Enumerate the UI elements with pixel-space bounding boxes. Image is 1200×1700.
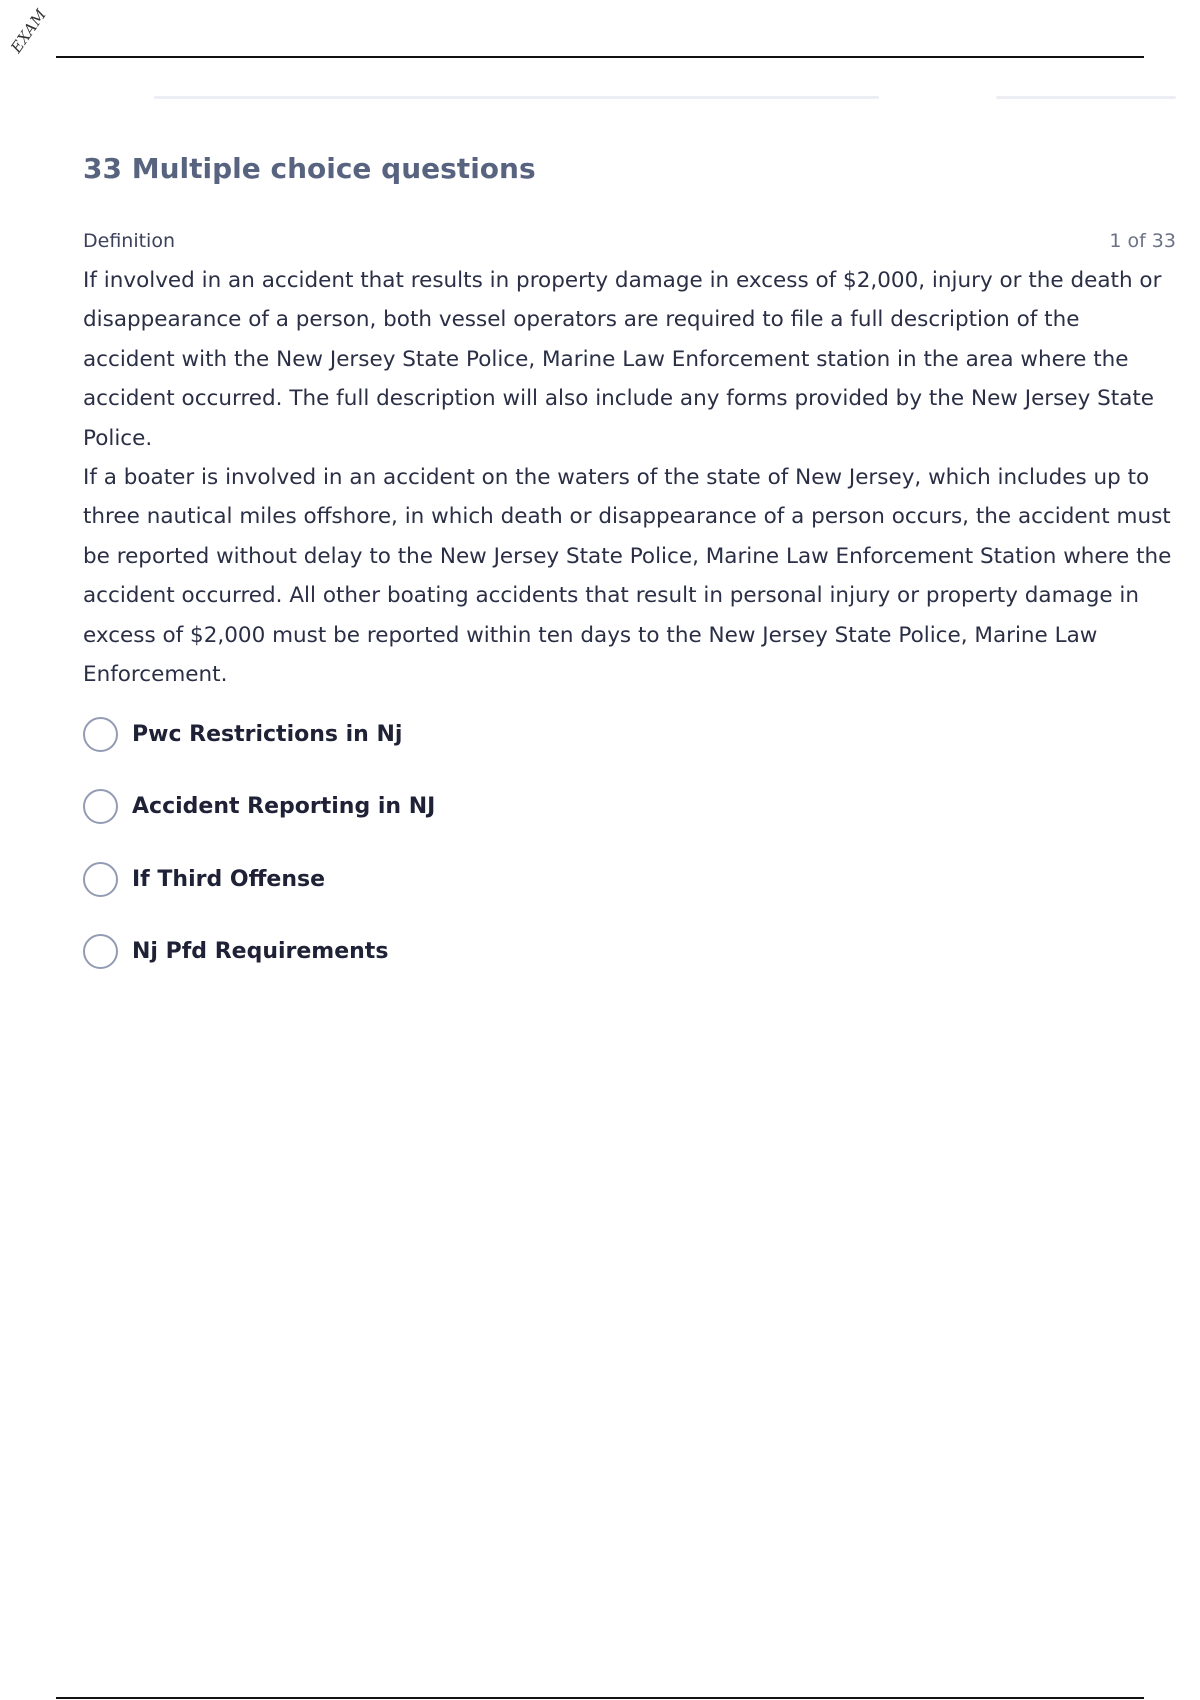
answer-option-pfd-requirements[interactable] <box>83 934 1083 970</box>
term-type-label: Definition <box>83 230 176 252</box>
quiz-heading: 33 Multiple choice questions <box>83 152 536 185</box>
exam-watermark: EXAM <box>7 5 51 57</box>
definition-text <box>83 261 1173 694</box>
header-divider <box>56 56 1144 58</box>
answer-option-label: If Third Offense <box>132 866 326 892</box>
answer-option-third-offense[interactable] <box>83 861 1083 897</box>
footer-divider <box>56 1697 1144 1699</box>
question-counter: 1 of 33 <box>1109 230 1176 252</box>
radio-circle-icon[interactable] <box>83 862 118 897</box>
answer-options <box>83 716 1083 1006</box>
answer-option-label: Nj Pfd Requirements <box>132 939 389 964</box>
answer-option-label: Pwc Restrictions in Nj <box>132 721 403 747</box>
progress-track-secondary <box>996 96 1176 99</box>
answer-option-pwc-restrictions[interactable] <box>83 716 1083 752</box>
answer-option-accident-reporting[interactable] <box>83 789 1083 825</box>
definition-paragraph: If involved in an accident that results in property damage in excess of $2,000, injury or the death or disappearance of a person, both vessel operators are required to file a full description of the accident with the New Jersey State Police, Marine Law Enforcement station in the area where the accident occurred. The full description will also include any forms provided by the New Jersey State Police. <box>83 268 1162 451</box>
answer-option-label: Accident Reporting in NJ <box>132 794 436 819</box>
radio-circle-icon[interactable] <box>83 717 118 752</box>
definition-paragraph: If a boater is involved in an accident on the waters of the state of New Jersey, which includes up to three nautical miles offshore, in which death or disappearance of a person occurs, the accident must be reported without delay to the New Jersey State Police, Marine Law Enforcement Station where the accident occurred. All other boating accidents that result in personal injury or property damage in excess of $2,000 must be reported within ten days to the New Jersey State Police, Marine Law Enforcement. <box>83 465 1172 688</box>
progress-track <box>154 96 879 99</box>
radio-circle-icon[interactable] <box>83 789 118 824</box>
radio-circle-icon[interactable] <box>83 934 118 969</box>
